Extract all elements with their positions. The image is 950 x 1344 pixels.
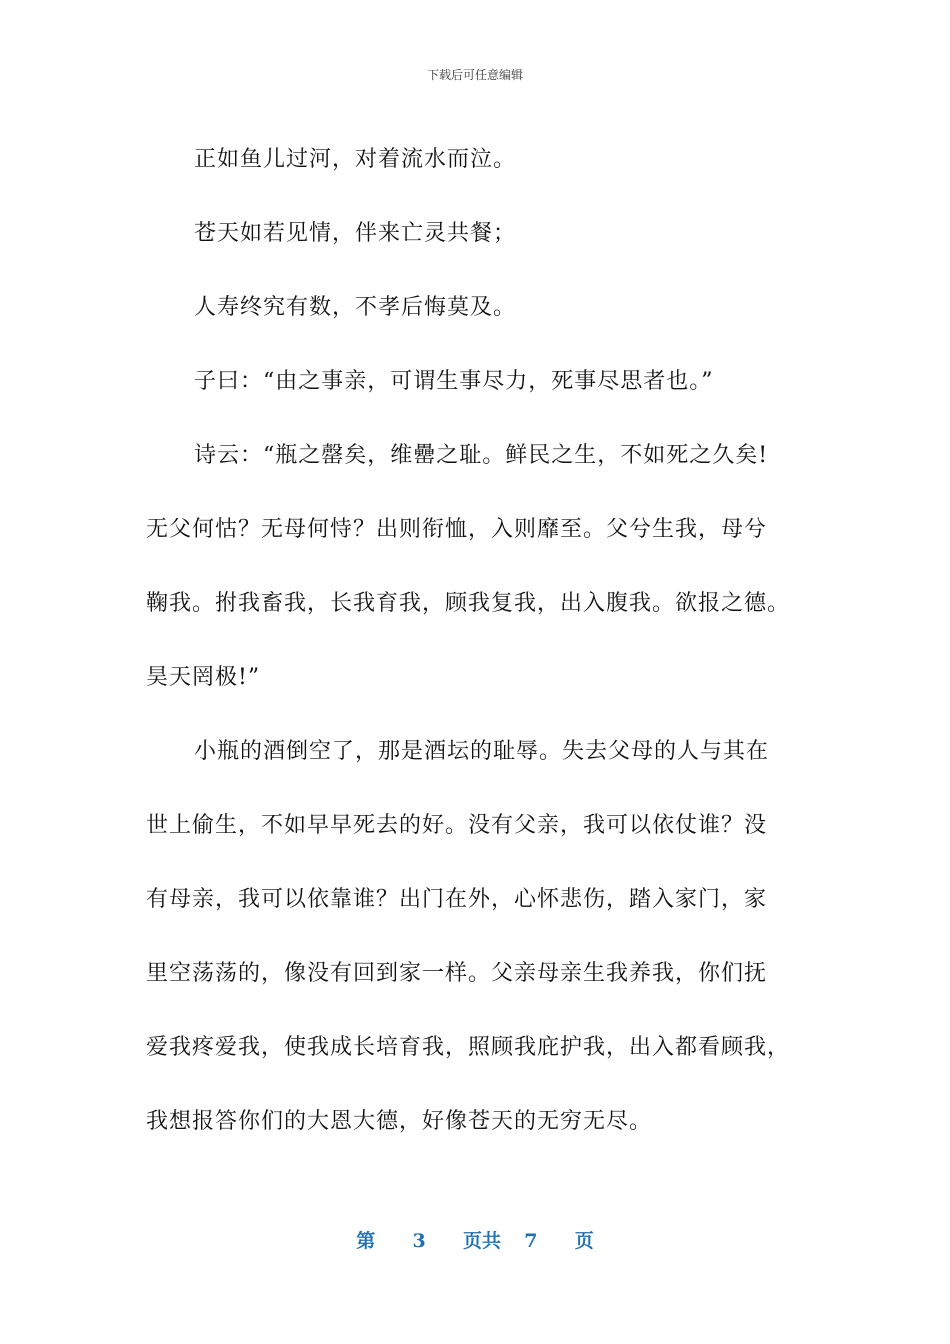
text-line: 世上偷生，不如早早死去的好。没有父亲，我可以依仗谁？没: [146, 813, 768, 838]
text-line: 正如鱼儿过河，对着流水而泣。: [194, 147, 517, 172]
text-line: 苍天如若见情，伴来亡灵共餐；: [194, 221, 517, 246]
text-line: 诗云：“瓶之罄矣，维罍之耻。鲜民之生，不如死之久矣!: [194, 443, 769, 468]
text-line: 有母亲，我可以依靠谁？出门在外，心怀悲伤，踏入家门，家: [146, 887, 768, 912]
document-body: [146, 123, 811, 1159]
text-line: 人寿终究有数，不孝后悔莫及。: [194, 295, 517, 320]
page-footer: [0, 1226, 950, 1253]
footer-prefix: 第: [356, 1230, 376, 1252]
text-line: 昊天罔极!”: [146, 665, 261, 690]
text-line: 鞠我。拊我畜我，长我育我，顾我复我，出入腹我。欲报之德。: [146, 591, 791, 616]
text-line: 子曰：“由之事亲，可谓生事尽力，死事尽思者也。”: [194, 369, 714, 394]
text-line: 爱我疼爱我，使我成长培育我，照顾我庇护我，出入都看顾我，: [146, 1035, 791, 1060]
text-line: 无父何怙？无母何恃？出则衔恤，入则靡至。父兮生我，母兮: [146, 517, 768, 542]
footer-suffix: 页: [574, 1230, 594, 1252]
total-pages-number: 7: [524, 1230, 538, 1252]
text-line: 小瓶的酒倒空了，那是酒坛的耻辱。失去父母的人与其在: [194, 739, 770, 764]
text-line: 我想报答你们的大恩大德，好像苍天的无穷无尽。: [146, 1109, 653, 1134]
current-page-number: 3: [412, 1230, 426, 1252]
text-line: 里空荡荡的，像没有回到家一样。父亲母亲生我养我，你们抚: [146, 961, 768, 986]
footer-middle: 页共: [462, 1230, 501, 1252]
page-header: 下载后可任意编辑: [426, 68, 523, 82]
